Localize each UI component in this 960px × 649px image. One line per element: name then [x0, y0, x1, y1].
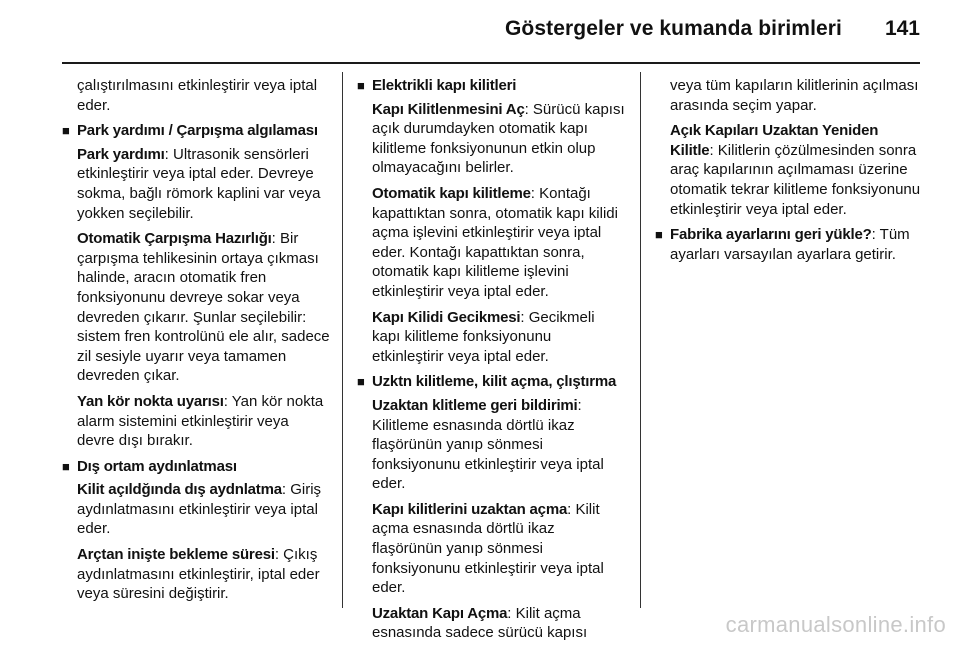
bullet-square-icon: ■ — [357, 78, 365, 93]
paragraph — [62, 545, 330, 604]
description: : Ultrasonik sensörleri etkinleştirir veya iptal eder. Devreye sokma, bağlı römork kaplini var veya yokken seçilebilir. — [77, 145, 321, 222]
description: : Çıkış aydınlatmasını etkinleştirir, iptal eder veya süresini değiştirir. — [77, 546, 320, 603]
bullet-square-icon: ■ — [62, 458, 70, 474]
section-heading: Park yardımı / Çarpışma algılaması — [77, 122, 318, 140]
term: Kapı kilitlerini uzaktan açma — [372, 500, 568, 518]
description: : Bir çarpışma tehlikesinin ortaya çıkması halinde, aracın otomatik fren fonksiyonunu devreye sokar veya devreden çıkarır. Şunlar seçilebilir: sistem fren kontrolünü ele alır, sadece zil sesiyle uyarır veya tamamen devreden çıkar. — [77, 230, 330, 385]
paragraph — [357, 500, 627, 598]
watermark: carmanualsonline.info — [725, 612, 946, 637]
term: Kapı Kilidi Gecikmesi — [372, 308, 521, 326]
paragraph — [357, 308, 627, 367]
column-divider-2 — [640, 72, 641, 608]
bullet-square-icon: ■ — [357, 374, 365, 390]
section-heading: Fabrika ayarlarını geri yükle? — [670, 226, 872, 244]
column-3 — [655, 76, 923, 268]
paragraph — [655, 121, 923, 219]
bullet-square-icon: ■ — [655, 227, 663, 243]
paragraph — [357, 396, 627, 494]
description: : Yan kör nokta alarm sistemini etkinleştirir veya devre dışı bırakır. — [77, 392, 324, 450]
column-1 — [62, 76, 330, 610]
section-heading: Uzktn kilitleme, kilit açma, çlıştırma — [372, 373, 617, 391]
description: : Kilitleme esnasında dörtlü ikaz flaşörünün yanıp sönmesi fonksiyonunu etkinleştirir veya iptal eder. — [372, 396, 604, 493]
page-header — [0, 0, 960, 64]
term: Açık Kapıları Uzaktan Yeniden Kilitle — [670, 122, 879, 159]
page-number: 141 — [884, 17, 920, 40]
description: : Tüm ayarları varsayılan ayarlara getirir. — [670, 226, 910, 263]
term: Uzaktan Kapı Açma — [372, 604, 508, 622]
section-park-assist — [62, 121, 330, 141]
paragraph — [62, 145, 330, 223]
description: : Kilit açma esnasında sadece sürücü kapısı — [372, 604, 588, 642]
description: : Gecikmeli kapı kilitleme fonksiyonunu etkinleştirir veya iptal eder. — [372, 308, 595, 365]
paragraph — [62, 229, 330, 386]
term: Park yardımı — [77, 145, 165, 163]
section-heading: Dış ortam aydınlatması — [77, 457, 237, 475]
column-2 — [357, 76, 627, 649]
bullet-square-icon: ■ — [62, 123, 70, 139]
col1-intro: çalıştırılmasını etkinleştirir veya iptal eder. — [77, 77, 318, 114]
term: Kapı Kilitlenmesini Aç — [372, 100, 525, 118]
section-remote-locking — [357, 372, 627, 392]
section-heading: Elektrikli kapı kilitleri — [372, 77, 517, 94]
paragraph — [62, 480, 330, 539]
term: Kilit açıldğında dış aydnlatma — [77, 481, 282, 499]
paragraph — [62, 392, 330, 451]
description: : Giriş aydınlatmasını etkinleştirir veya iptal eder. — [77, 481, 322, 538]
description: : Kontağı kapattıktan sonra, otomatik kapı kilidi açma işlevini etkinleştirir veya iptal eder. Kontağı kapattıktan sonra, otomatik kapı kilitleme işlevini etkinleştirir veya iptal eder. — [372, 184, 618, 300]
page-title: Göstergeler ve kumanda birimleri — [505, 17, 842, 40]
description: : Sürücü kapısı açık durumdayken otomatik kapı kilitleme fonksiyonunun etkin olup olmayacağını belirler. — [372, 100, 625, 177]
paragraph — [357, 604, 627, 643]
paragraph — [357, 100, 627, 178]
section-power-door-locks — [357, 76, 627, 96]
col3-intro: veya tüm kapıların kilitlerinin açılması arasında seçim yapar. — [670, 77, 919, 114]
header-divider — [62, 62, 920, 64]
section-exterior-lighting — [62, 457, 330, 477]
term: Uzaktan klitleme geri bildirimi — [372, 396, 578, 414]
section-factory-settings — [655, 225, 923, 264]
term: Otomatik Çarpışma Hazırlığı — [77, 230, 272, 248]
paragraph — [357, 184, 627, 302]
term: Otomatik kapı kilitleme — [372, 184, 531, 202]
term: Yan kör nokta uyarısı — [77, 392, 224, 410]
term: Arçtan inişte bekleme süresi — [77, 546, 275, 564]
column-divider-1 — [342, 72, 343, 608]
description: : Kilit açma esnasında dörtlü ikaz flaşörünün yanıp sönmesi fonksiyonunu etkinleştirir veya iptal eder. — [372, 500, 604, 597]
description: : Kilitlerin çözülmesinden sonra araç kapılarının açılmaması üzerine otomatik tekrar kilitleme fonksiyonunu etkinleştirir veya iptal eder. — [670, 141, 921, 218]
